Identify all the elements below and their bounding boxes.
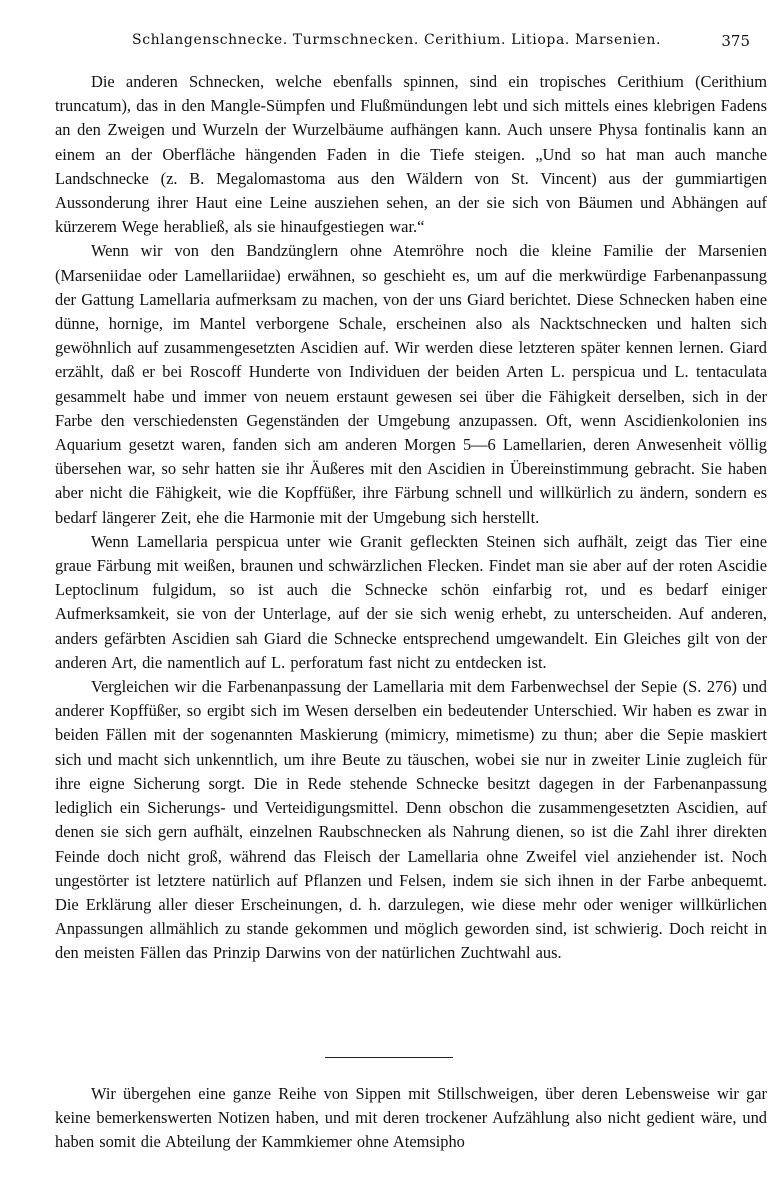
- paragraph-spinning-snails: Die anderen Schnecken, welche ebenfalls spinnen, sind ein tropisches Cerithium (Cerithium truncatum), das in den Mangle-Sümpfen und Flußmündungen lebt und sich mittels eines klebrigen Fadens an den Zweigen und Wurzeln der Wurzelbäume aufhängen kann. Auch unsere Physa fontinalis kann an einem an der Oberfläche hängenden Faden in die Tiefe steigen. „Und so hat man auch manche Landschnecke (z. B. Megalomastoma aus den Wäldern von St. Vincent) aus der gummiartigen Aussonderung ihrer Haut eine Leine ausziehen sehen, an der sie sich von Bäumen und Abhängen auf kürzerem Wege herabließ, als sie hinaufgestiegen war.“: [55, 72, 767, 237]
- body-text: [55, 70, 767, 966]
- closing-text: [55, 1082, 767, 1155]
- section-divider: [325, 1057, 453, 1058]
- paragraph-closing: Wir übergehen eine ganze Reihe von Sippen mit Stillschweigen, über deren Lebensweise wir gar keine bemerkenswerten Notizen haben, und mit deren trockener Aufzählung also nicht gedient wäre, und haben somit die Abteilung der Kammkiemer ohne Atemsipho: [55, 1084, 767, 1152]
- page-number: 375: [721, 32, 750, 50]
- paragraph-lamellaria-coloring: Wenn Lamellaria perspicua unter wie Granit gefleckten Steinen sich aufhält, zeigt das Tier eine graue Färbung mit weißen, braunen und schwärzlichen Flecken. Findet man sie aber auf der roten Ascidie Leptoclinum fulgidum, so ist auch die Schnecke schön einfarbig rot, und es bedarf einiger Aufmerksamkeit, sie von der Unterlage, auf der sie sich wenig erhebt, zu unterscheiden. Auf anderen, anders gefärbten Ascidien sah Giard die Schnecke entsprechend umgewandelt. Ein Gleiches gilt von der anderen Art, die namentlich auf L. perforatum fast nicht zu entdecken ist.: [55, 531, 767, 672]
- paragraph-comparison-sepia: Vergleichen wir die Farbenanpassung der Lamellaria mit dem Farbenwechsel der Sepie (S. 276) und anderer Kopffüßer, so ergibt sich im Wesen derselben ein bedeutender Unterschied. Wir haben es zwar in beiden Fällen mit der sogenannten Maskierung (mimicry, mimetisme) zu thun; aber die Sepie maskiert sich und macht sich unkenntlich, um ihre Beute zu täuschen, wobei sie nur in zweiter Linie zugleich für ihre eigne Sicherung sorgt. Die in Rede stehende Schnecke besitzt dagegen in der Farbenanpassung lediglich ein Sicherungs- und Verteidigungsmittel. Denn obschon die zusammengesetzten Ascidien, auf denen sie sich gern aufhält, einzelnen Raubschnecken als Nahrung dienen, so ist die Zahl ihrer direkten Feinde doch nicht groß, während das Fleisch der Lamellaria ohne Zweifel viel anziehender ist. Noch ungestörter ist letztere natürlich auf Pflanzen und Felsen, indem sie sich ihnen in der Farbe anbequemt. Die Erklärung aller dieser Erscheinungen, d. h. darzulegen, wie diese mehr oder weniger willkürlichen Anpassungen allmählich zu stande gekommen und möglich geworden sind, ist schwierig. Doch reicht in den meisten Fällen das Prinzip Darwins von der natürlichen Zuchtwahl aus.: [55, 677, 767, 963]
- running-head: Schlangenschnecke. Turmschnecken. Cerithium. Litiopa. Marsenien.: [132, 32, 662, 48]
- paragraph-marsenien: Wenn wir von den Bandzünglern ohne Atemröhre noch die kleine Familie der Marsenien (Marseniidae oder Lamellariidae) erwähnen, so geschieht es, um auf die merkwürdige Farbenanpassung der Gattung Lamellaria aufmerksam zu machen, von der uns Giard berichtet. Diese Schnecken haben eine dünne, hornige, im Mantel verborgene Schale, erscheinen also als Nacktschnecken und halten sich gewöhnlich auf zusammengesetzten Ascidien auf. Wir werden diese letzteren später kennen lernen. Giard erzählt, daß er bei Roscoff Hunderte von Individuen der beiden Arten L. perspicua und L. tentaculata gesammelt habe und immer von neuem erstaunt gewesen sei über die Fähigkeit derselben, sich in der Farbe den verschiedensten Gegenständen der Umgebung anzupassen. Oft, wenn Ascidienkolonien ins Aquarium gesetzt waren, fanden sich am anderen Morgen 5—6 Lamellarien, deren Anwesenheit völlig übersehen war, so sehr hatten sie ihr Äußeres mit den Ascidien in Übereinstimmung gebracht. Sie haben aber nicht die Fähigkeit, wie die Kopffüßer, ihre Färbung schnell und willkürlich zu ändern, sondern es bedarf längerer Zeit, ehe die Harmonie mit der Umgebung sich herstellt.: [55, 241, 767, 527]
